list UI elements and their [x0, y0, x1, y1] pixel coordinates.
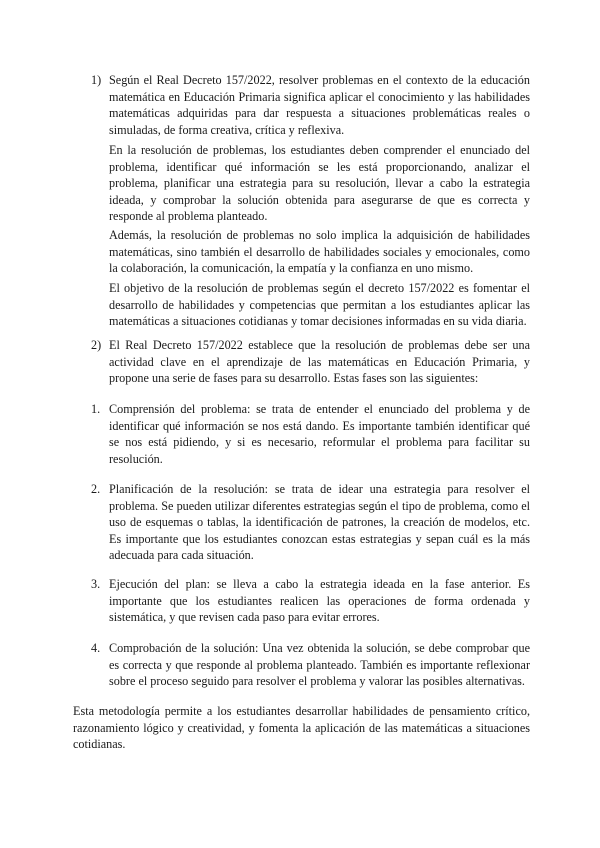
list-marker-1: 1) [91, 73, 102, 87]
phase-marker-2: 2. [91, 482, 101, 496]
phase-marker-3: 3. [91, 577, 101, 591]
list-marker-2: 2) [91, 338, 102, 352]
phase-ejecucion: Ejecución del plan: se lleva a cabo la estrategia ideada en la fase anterior. Es importante que los estudiantes realicen las operaciones de forma ordenada y sistemática, y que revisen cada paso para evitar errores. [109, 577, 530, 625]
paragraph-definition: Según el Real Decreto 157/2022, resolver problemas en el contexto de la educación matemática en Educación Primaria significa aplicar el conocimiento y las habilidades matemáticas adquiridas para dar respuesta a situaciones problemáticas reales o simuladas, de forma creativa, crítica y reflexiva. [109, 73, 530, 137]
phase-marker-1: 1. [91, 402, 101, 416]
phase-marker-4: 4. [91, 641, 101, 655]
phase-planificacion: Planificación de la resolución: se trata de idear una estrategia para resolver el problema. Se pueden utilizar diferentes estrategias según el tipo de problema, como el uso de esquemas o tablas, la identificación de patrones, la creación de modelos, etc. Es importante que los estudiantes conozcan estas estrategias y sepan cuál es la más adecuada para cada situación. [109, 482, 530, 563]
phase-comprobacion: Comprobación de la solución: Una vez obtenida la solución, se debe comprobar que es correcta y que responde al problema planteado. También es importante reflexionar sobre el proceso seguido para resolver el problema y valorar las posibles alternativas. [109, 641, 530, 689]
paragraph-objective: El objetivo de la resolución de problemas según el decreto 157/2022 es fomentar el desarrollo de habilidades y competencias que permitan a los estudiantes aplicar las matemáticas a situaciones cotidianas y tomar decisiones informadas en su vida diaria. [109, 281, 530, 329]
paragraph-phases-intro: El Real Decreto 157/2022 establece que la resolución de problemas debe ser una actividad clave en el aprendizaje de las matemáticas en Educación Primaria, y propone una serie de fases para su desarrollo. Estas fases son las siguientes: [109, 338, 530, 386]
paragraph-student-steps: En la resolución de problemas, los estudiantes deben comprender el enunciado del problema, identificar qué información se les está proporcionando, analizar el problema, planificar una estrategia para su resolución, llevar a cabo la estrategia ideada, y comprobar la solución obtenida para asegurarse de que es correcta y responde al problema planteado. [109, 143, 530, 224]
closing-paragraph: Esta metodología permite a los estudiantes desarrollar habilidades de pensamiento crítico, razonamiento lógico y creatividad, y fomenta la aplicación de las matemáticas a situaciones cotidianas. [73, 704, 530, 752]
paragraph-social-skills: Además, la resolución de problemas no solo implica la adquisición de habilidades matemáticas, sino también el desarrollo de habilidades sociales y emocionales, como la colaboración, la comunicación, la empatía y la confianza en uno mismo. [109, 228, 530, 276]
phase-comprension: Comprensión del problema: se trata de entender el enunciado del problema y de identificar qué información se nos está dando. Es importante también identificar qué se nos está pidiendo, y si es necesario, reformular el problema para facilitar su resolución. [109, 402, 530, 466]
